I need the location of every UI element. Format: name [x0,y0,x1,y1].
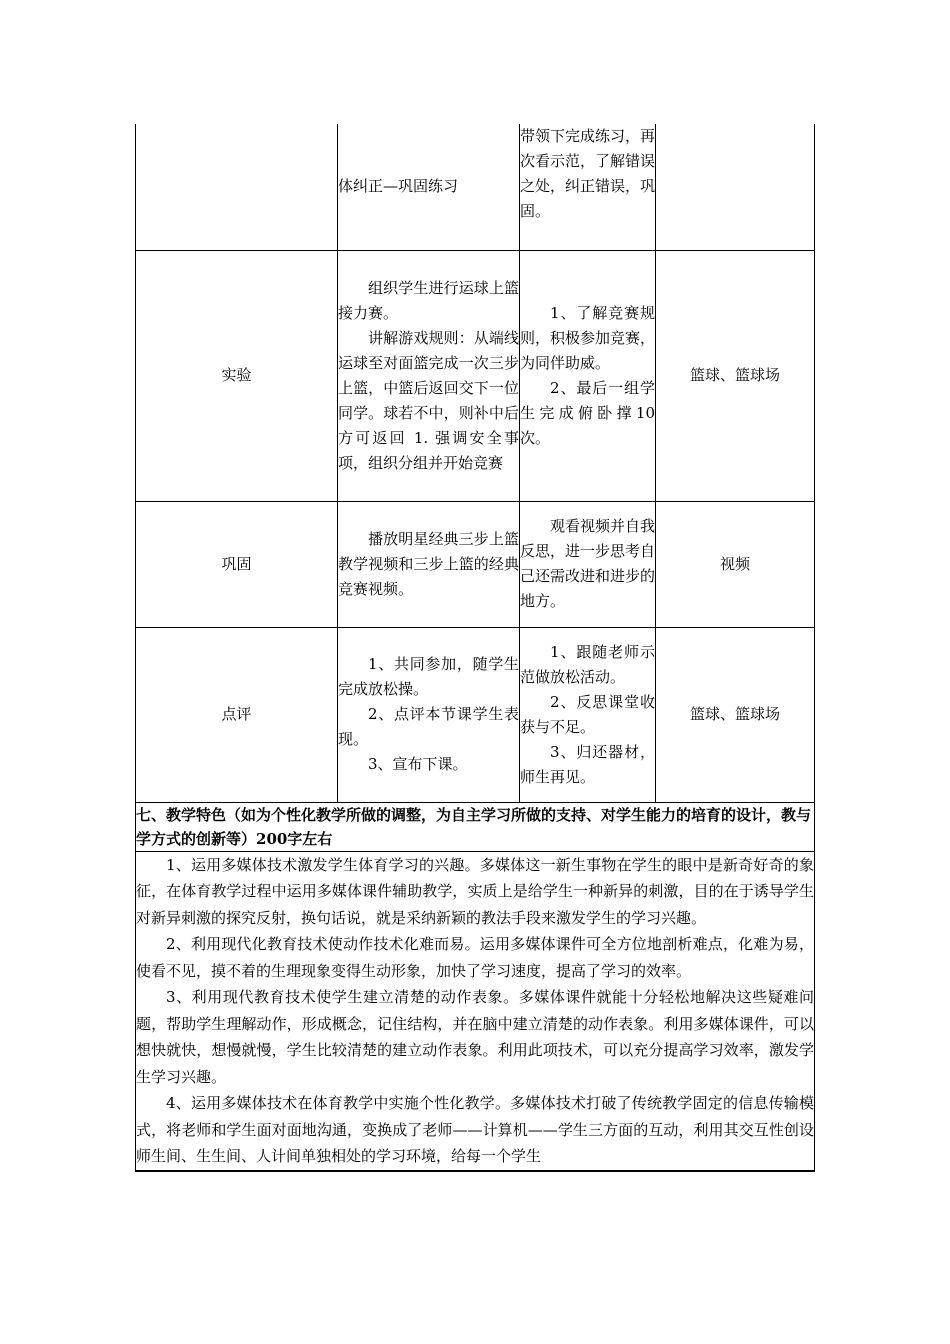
section-paragraph: 4、运用多媒体技术在体育教学中实施个性化教学。多媒体技术打破了传统教学固定的信息传输模式，将老师和学生面对面地沟通，变换成了老师——计算机——学生三方面的互动，利用其交互性创设师生间、生生间、人计间单独相处的学习环境，给每一个学生 [136,1094,814,1165]
teacher-activity-text: 2、点评本节课学生表现。 [338,705,519,748]
stage-cell [136,124,338,250]
stage-cell: 实验 [136,250,338,501]
student-activity-text: 1、了解竞赛规则，积极参加竞赛，为同伴助威。 [520,303,656,372]
table-row [136,124,815,250]
section-paragraph: 3、利用现代教育技术使学生建立清楚的动作表象。多媒体课件就能十分轻松地解决这些疑难问题，帮助学生理解动作，形成概念，记住结构，并在脑中建立清楚的动作表象。利用多媒体课件，可以想快就快，想慢就慢，学生比较清楚的建立动作表象。利用此项技术，可以充分提高学习效率，激发学生学习兴趣。 [136,988,814,1086]
section-body [136,851,815,1171]
student-activity-cell [520,250,656,501]
student-activity-text: 3、归还器材，师生再见。 [520,742,655,786]
student-activity-text: 2、最后一组学生完成俯卧撑10次。 [520,378,655,447]
student-activity-text: 2、反思课堂收获与不足。 [520,692,655,736]
student-activity-cell [520,124,656,250]
teacher-activity-text: 讲解游戏规则：从端线运球至对面篮完成一次三步上篮，中篮后返回交下一位同学。球若不中，则补中后方可返回 1. 强调安全事项，组织分组并开始竞赛 [338,328,519,472]
table-row [136,802,815,851]
teacher-activity-cell [338,124,520,250]
table-row [136,851,815,1171]
teacher-activity-cell [338,627,520,802]
section-title: 七、教学特色（如为个性化教学所做的调整，为自主学习所做的支持、对学生能力的培育的设计，教与学方式的创新等）200字左右 [136,802,815,851]
student-activity-text: 1、跟随老师示范做放松活动。 [520,642,655,686]
student-activity-text: 观看视频并自我反思，进一步思考自己还需改进和进步的地方。 [520,517,656,610]
resource-cell: 篮球、篮球场 [656,627,815,802]
section-paragraph: 1、运用多媒体技术激发学生体育学习的兴趣。多媒体这一新生事物在学生的眼中是新奇好奇的象征，在体育教学过程中运用多媒体课件辅助教学，实质上是给学生一种新异的刺激，目的在于诱导学生对新异刺激的探究反射，换句话说，就是采纳新颖的教法手段来激发学生的学习兴趣。 [136,855,814,927]
teacher-activity-cell [338,501,520,627]
student-activity-cell [520,627,656,802]
lesson-plan-table [135,124,815,1172]
stage-cell: 点评 [136,627,338,802]
resource-cell: 篮球、篮球场 [656,250,815,501]
table-row [136,250,815,501]
teacher-activity-text: 1、共同参加，随学生完成放松操。 [338,655,519,698]
resource-cell: 视频 [656,501,815,627]
table-row [136,627,815,802]
teacher-activity-text: 组织学生进行运球上篮接力赛。 [338,278,519,322]
student-activity-cell [520,501,656,627]
student-activity-text: 带领下完成练习，再次看示范，了解错误之处，纠正错误，巩固。 [520,127,656,220]
resource-cell [656,124,815,250]
teacher-activity-text: 播放明星经典三步上篮教学视频和三步上篮的经典竞赛视频。 [338,529,519,598]
teacher-activity-text: 3、宣布下课。 [368,755,468,773]
stage-cell: 巩固 [136,501,338,627]
table-row [136,501,815,627]
teacher-activity-text: 体纠正—巩固练习 [338,177,459,196]
section-paragraph: 2、利用现代化教育技术使动作技术化难而易。运用多媒体课件可全方位地剖析难点，化难为易，使看不见，摸不着的生理现象变得生动形象，加快了学习速度，提高了学习的效率。 [136,935,814,980]
teacher-activity-cell [338,250,520,501]
